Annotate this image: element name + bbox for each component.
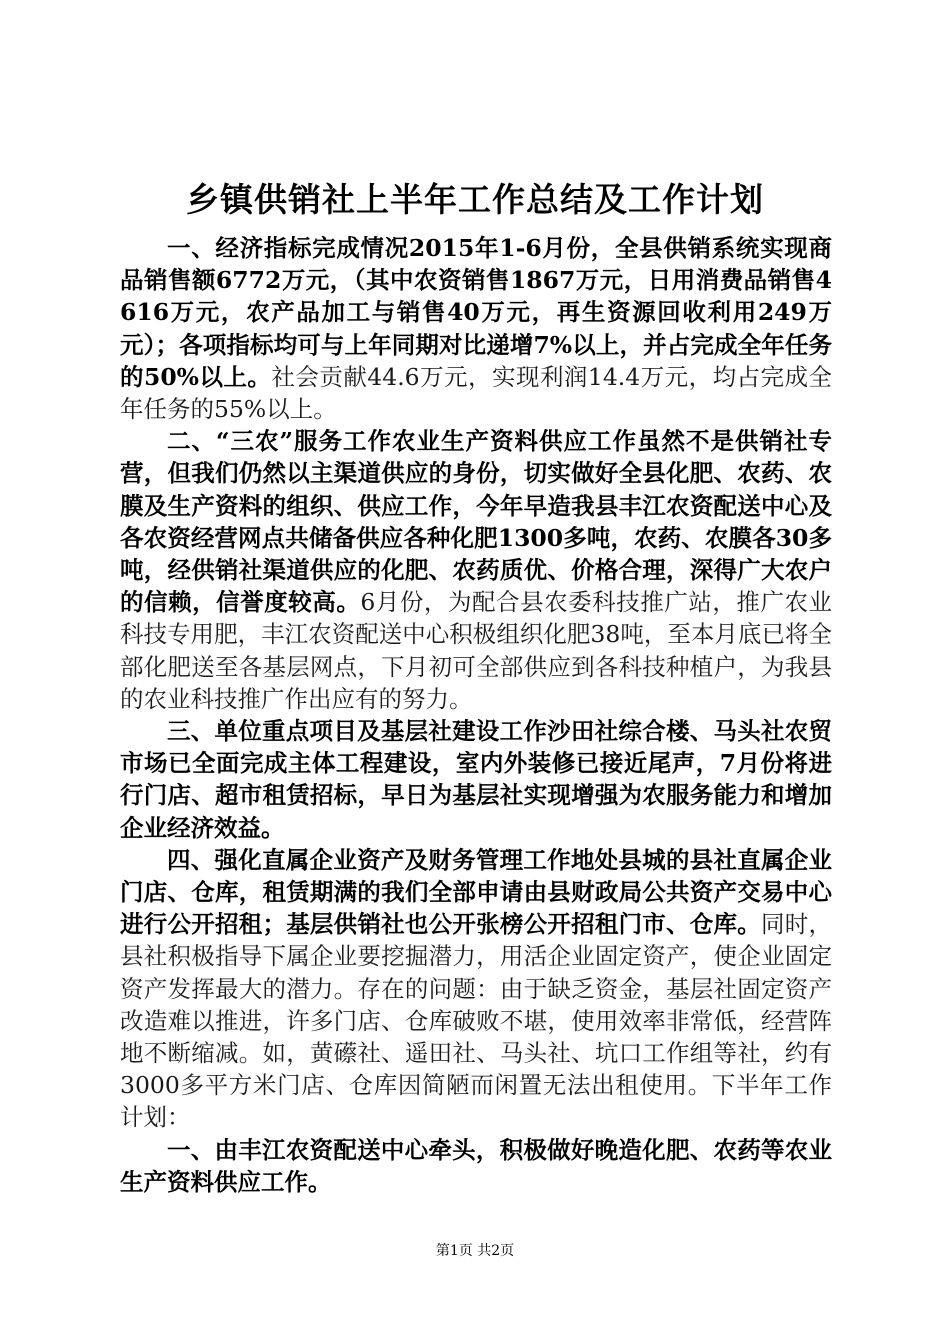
paragraph-text: 一、经济指标完成情况2015年1-6月份，全县供销系统实现商品销售额6772万元，（其中农资销售1867万元，日用消费品销售4616万元，农产品加工与销售40万元，再生资源回收利用249万元）；各项指标均可与上年同期对比递增7%以上，并占完成全年任务的50%以上。 [120, 234, 832, 391]
paragraph-sannong-service [120, 425, 832, 715]
paragraph-text: 一、由丰江农资配送中心牵头，积极做好晚造化肥、农药等农业生产资料供应工作。 [120, 1135, 832, 1196]
paragraph-plan-item-1 [120, 1134, 832, 1198]
paragraph-text: 四、强化直属企业资产及财务管理工作地处县城的县社直属企业门店、仓库，租赁期满的我们全部申请由县财政局公共资产交易中心进行公开招租；基层供销社也公开张榜公开招租门市、仓库。 [120, 845, 832, 939]
paragraph-text: 二、“三农”服务工作农业生产资料供应工作虽然不是供销社专营，但我们仍然以主渠道供应的身份，切实做好全县化肥、农药、农膜及生产资料的组织、供应工作，今年早造我县丰江农资配送中心及各农资经营网点共储备供应各种化肥1300多吨，农药、农膜各30多吨，经供销社渠道供应的化肥、农药质优、价格合理，深得广大农户的信赖，信誉度较高。 [120, 427, 832, 617]
paragraph-text: 社会贡献44.6万元，实现利润14.4万元，均占完成全年任务的55%以上。 [120, 362, 832, 424]
page-number-footer: 第1页 共2页 [435, 1243, 515, 1259]
document-title: 乡镇供销社上半年工作总结及工作计划 [186, 180, 764, 219]
paragraph-text: 三、单位重点项目及基层社建设工作沙田社综合楼、马头社农贸市场已全面完成主体工程建设，室内外装修已接近尾声，7月份将进行门店、超市租赁招标，早日为基层社实现增强为农服务能力和增加企业经济效益。 [120, 717, 832, 842]
document-body [120, 232, 832, 1198]
paragraph-key-projects [120, 715, 832, 844]
paragraph-text: 6月份，为配合县农委科技推广站，推广农业科技专用肥，丰江农资配送中心积极组织化肥38吨，至本月底已将全部化肥送至各基层网点，下月初可全部供应到各科技种植户，为我县的农业科技推广作出应有的努力。 [120, 588, 833, 713]
paragraph-asset-management [120, 844, 832, 1134]
paragraph-text: 同时，县社积极指导下属企业要挖掘潜力，用活企业固定资产，使企业固定资产发挥最大的潜力。存在的问题：由于缺乏资金，基层社固定资产改造难以推进，许多门店、仓库破败不堪，使用效率非常低，经营阵地不断缩减。如，黄礤社、遥田社、马头社、坑口工作组等社，约有3000多平方米门店、仓库因简陋而闲置无法出租使用。下半年工作计划： [120, 910, 833, 1132]
paragraph-economic-indicators [120, 232, 832, 425]
